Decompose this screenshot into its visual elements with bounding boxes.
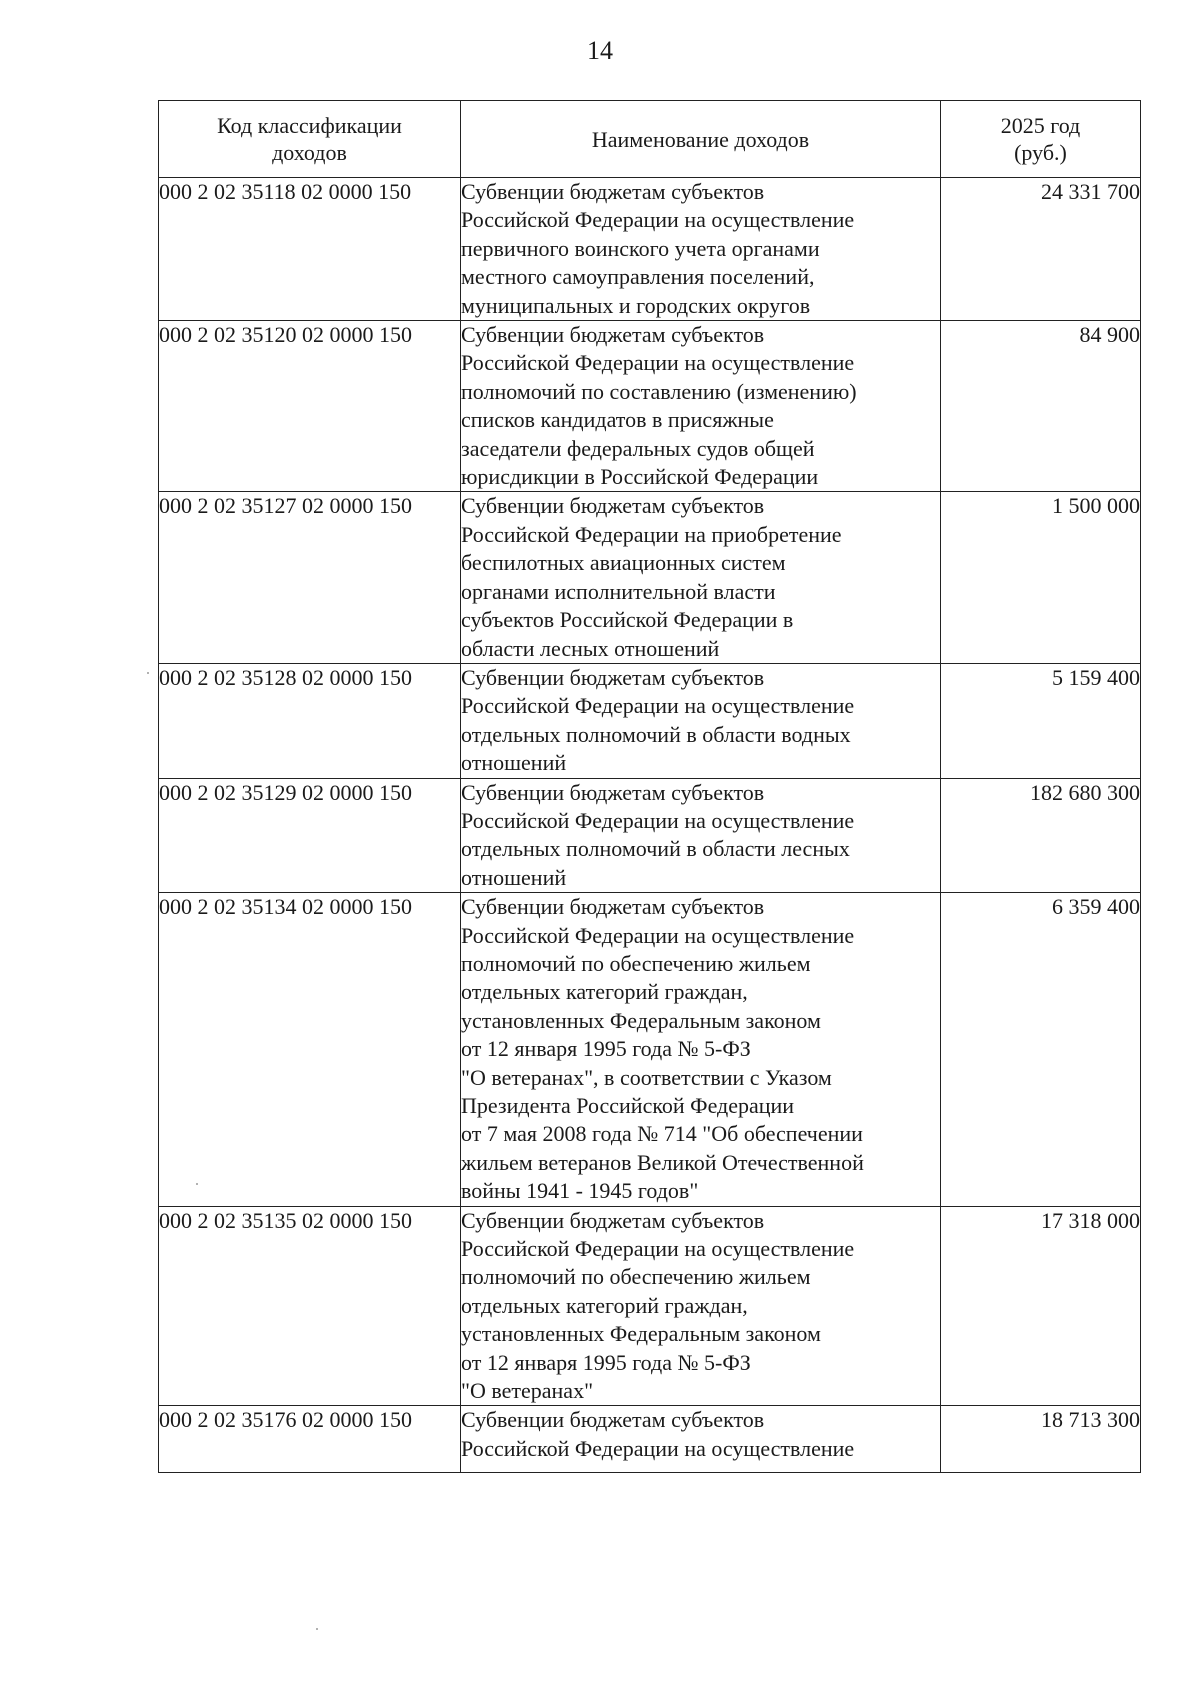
cell-revenue-name	[461, 321, 941, 492]
header-amount	[941, 101, 1141, 178]
table-row	[159, 893, 1141, 1206]
revenue-name-line: Российской Федерации на осуществление	[461, 807, 855, 833]
revenue-name-line: "О ветеранах", в соответствии с Указом	[461, 1064, 832, 1090]
table-row	[159, 1406, 1141, 1473]
page-number: 14	[587, 36, 613, 65]
cell-classification-code: 000 2 02 35118 02 0000 150	[159, 178, 461, 321]
table-header	[159, 101, 1141, 178]
cell-revenue-name	[461, 1206, 941, 1406]
cell-amount-2025: 24 331 700	[941, 178, 1141, 321]
revenue-name-line: полномочий по обеспечению жильем	[461, 1264, 811, 1290]
revenue-name-line: заседатели федеральных судов общей	[461, 435, 815, 461]
revenue-name-line: от 7 мая 2008 года № 714 "Об обеспечении	[461, 1121, 863, 1147]
revenue-name-line: Субвенции бюджетам субъектов	[461, 894, 765, 920]
revenue-name-line: полномочий по составлению (изменению)	[461, 378, 857, 404]
table-row	[159, 778, 1141, 893]
cell-classification-code: 000 2 02 35120 02 0000 150	[159, 321, 461, 492]
revenue-name-line: области лесных отношений	[461, 635, 720, 661]
cell-classification-code: 000 2 02 35176 02 0000 150	[159, 1406, 461, 1473]
cell-amount-2025: 1 500 000	[941, 492, 1141, 663]
revenue-name-line: Субвенции бюджетам субъектов	[461, 1207, 765, 1233]
revenue-name-line: "О ветеранах"	[461, 1378, 594, 1404]
revenue-name-line: Субвенции бюджетам субъектов	[461, 179, 765, 204]
revenue-name-line: Субвенции бюджетам субъектов	[461, 664, 765, 690]
revenue-name-line: Российской Федерации на осуществление	[461, 922, 855, 948]
revenue-name-line: юрисдикции в Российской Федерации	[461, 464, 819, 490]
revenue-name-line: субъектов Российской Федерации в	[461, 607, 794, 633]
cell-revenue-name	[461, 778, 941, 893]
cell-amount-2025: 182 680 300	[941, 778, 1141, 893]
header-amount-line-2: (руб.)	[1014, 140, 1067, 165]
revenue-name-line: Субвенции бюджетам субъектов	[461, 1407, 765, 1433]
revenue-name-line: Российской Федерации на осуществление	[461, 1236, 855, 1262]
cell-amount-2025: 5 159 400	[941, 663, 1141, 778]
table-row	[159, 663, 1141, 778]
table-row	[159, 492, 1141, 663]
revenue-name-line: жильем ветеранов Великой Отечественной	[461, 1149, 864, 1175]
header-name: Наименование доходов	[461, 101, 941, 178]
scan-speck	[316, 1628, 318, 1630]
header-code-line-1: Код классификации	[217, 113, 402, 138]
revenue-name-line: муниципальных и городских округов	[461, 292, 811, 318]
revenue-name-line: отдельных категорий граждан,	[461, 1292, 748, 1318]
header-amount-line-1: 2025 год	[1000, 113, 1081, 138]
revenue-name-line: войны 1941 - 1945 годов"	[461, 1178, 699, 1204]
revenue-name-line: Российской Федерации на осуществление	[461, 1435, 855, 1461]
header-code	[159, 101, 461, 178]
cell-amount-2025: 84 900	[941, 321, 1141, 492]
revenue-name-line: Российской Федерации на приобретение	[461, 521, 842, 547]
cell-classification-code: 000 2 02 35128 02 0000 150	[159, 663, 461, 778]
table-row	[159, 321, 1141, 492]
scan-speck	[196, 1183, 198, 1185]
cell-revenue-name	[461, 178, 941, 321]
scan-speck	[147, 672, 149, 674]
revenue-name-line: установленных Федеральным законом	[461, 1007, 821, 1033]
revenue-name-line: Российской Федерации на осуществление	[461, 693, 855, 719]
cell-classification-code: 000 2 02 35134 02 0000 150	[159, 893, 461, 1206]
revenue-name-line: отдельных полномочий в области водных	[461, 721, 851, 747]
revenue-name-line: местного самоуправления поселений,	[461, 264, 815, 290]
revenue-name-line: отношений	[461, 750, 567, 776]
revenue-name-line: Субвенции бюджетам субъектов	[461, 779, 765, 805]
cell-revenue-name	[461, 1406, 941, 1473]
revenue-name-line: отдельных категорий граждан,	[461, 979, 748, 1005]
header-code-line-2: доходов	[272, 140, 347, 165]
cell-revenue-name	[461, 893, 941, 1206]
header-row	[159, 101, 1141, 178]
revenue-name-line: беспилотных авиационных систем	[461, 550, 786, 576]
revenue-name-line: полномочий по обеспечению жильем	[461, 950, 811, 976]
revenue-name-line: установленных Федеральным законом	[461, 1321, 821, 1347]
revenue-name-line: Субвенции бюджетам субъектов	[461, 493, 765, 519]
revenue-name-line: от 12 января 1995 года № 5-ФЗ	[461, 1349, 751, 1375]
revenue-name-line: отношений	[461, 864, 567, 890]
revenue-name-line: органами исполнительной власти	[461, 578, 776, 604]
revenue-table	[158, 100, 1141, 1473]
revenue-name-line: от 12 января 1995 года № 5-ФЗ	[461, 1036, 751, 1062]
cell-amount-2025: 18 713 300	[941, 1406, 1141, 1473]
table-row	[159, 178, 1141, 321]
cell-classification-code: 000 2 02 35127 02 0000 150	[159, 492, 461, 663]
cell-classification-code: 000 2 02 35129 02 0000 150	[159, 778, 461, 893]
revenue-name-line: списков кандидатов в присяжные	[461, 407, 774, 433]
cell-amount-2025: 6 359 400	[941, 893, 1141, 1206]
revenue-name-line: отдельных полномочий в области лесных	[461, 836, 850, 862]
revenue-name-line: первичного воинского учета органами	[461, 235, 820, 261]
cell-classification-code: 000 2 02 35135 02 0000 150	[159, 1206, 461, 1406]
revenue-name-line: Субвенции бюджетам субъектов	[461, 322, 765, 348]
revenue-name-line: Президента Российской Федерации	[461, 1093, 795, 1118]
revenue-name-line: Российской Федерации на осуществление	[461, 207, 855, 233]
cell-amount-2025: 17 318 000	[941, 1206, 1141, 1406]
cell-revenue-name	[461, 492, 941, 663]
cell-revenue-name	[461, 663, 941, 778]
table-body	[159, 178, 1141, 1473]
table-row	[159, 1206, 1141, 1406]
revenue-name-line: Российской Федерации на осуществление	[461, 350, 855, 376]
